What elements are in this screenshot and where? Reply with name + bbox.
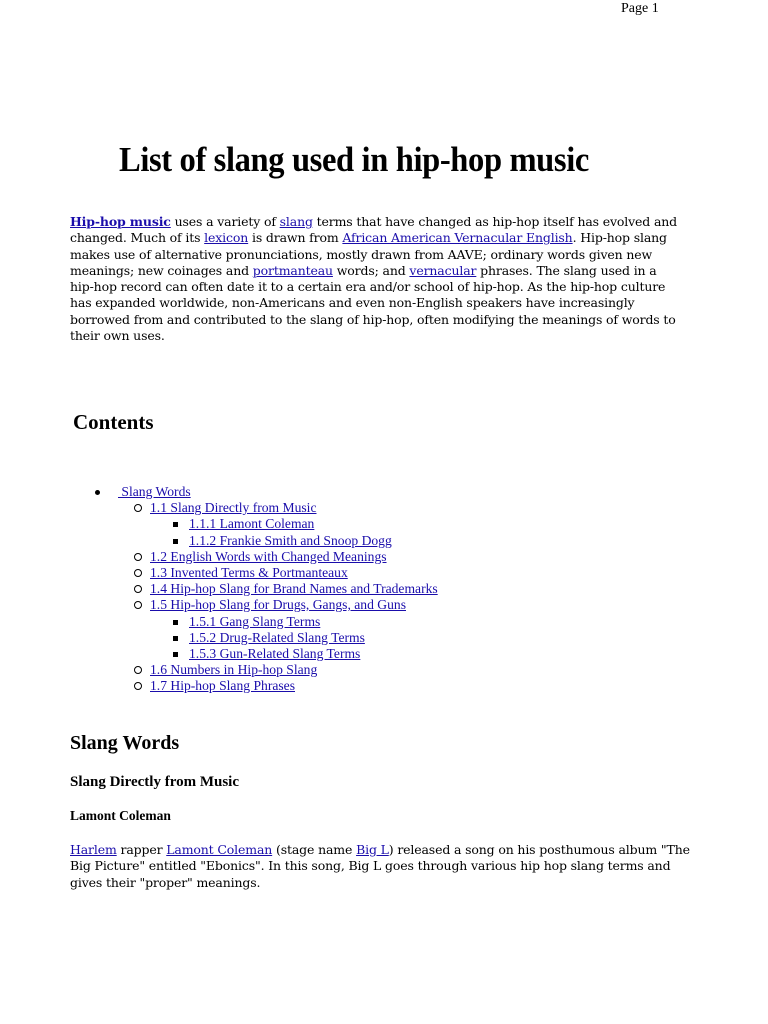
square-bullet-icon (173, 652, 178, 657)
hollow-bullet-icon (134, 569, 142, 577)
toc-item (0, 678, 700, 694)
square-bullet-icon (173, 522, 178, 527)
toc-item (0, 484, 700, 500)
link-aave[interactable]: African American Vernacular English (342, 230, 573, 246)
filled-bullet-icon (95, 490, 100, 495)
lamont-coleman-paragraph (70, 842, 695, 891)
toc-link[interactable]: 1.2 English Words with Changed Meanings (150, 548, 387, 564)
section-heading-slang-words: Slang Words (70, 732, 180, 754)
intro-text-5: words; and (332, 262, 410, 278)
contents-heading: Contents (73, 410, 154, 434)
toc-item (0, 646, 700, 662)
square-bullet-icon (173, 620, 178, 625)
toc-item (0, 516, 700, 532)
toc-link[interactable]: 1.5.1 Gang Slang Terms (189, 613, 321, 629)
hollow-bullet-icon (134, 553, 142, 561)
intro-text-3: is drawn from (248, 230, 343, 246)
toc-link[interactable]: 1.5 Hip-hop Slang for Drugs, Gangs, and Guns (150, 597, 406, 613)
hollow-bullet-icon (134, 666, 142, 674)
para-text-3: ) released a song on his posthumous album "The Big Picture" entitled "Ebonics". In this song, Big L goes through various hip hop slang terms and gives their "proper" meanings. (70, 842, 690, 890)
toc-link[interactable]: 1.6 Numbers in Hip-hop Slang (150, 662, 318, 678)
square-bullet-icon (173, 539, 178, 544)
link-vernacular[interactable]: vernacular (409, 262, 477, 278)
toc-link[interactable]: Slang Words (118, 484, 191, 499)
intro-text-4: . Hip-hop slang makes use of alternative pronunciations, mostly drawn from AAVE; ordinary words given new meanings; new coinages and (70, 230, 667, 278)
link-lamont-coleman[interactable]: Lamont Coleman (166, 842, 273, 857)
toc-link[interactable]: 1.4 Hip-hop Slang for Brand Names and Trademarks (150, 581, 438, 597)
toc-item (0, 630, 700, 646)
toc-item (0, 500, 700, 516)
toc-item (0, 565, 700, 581)
subsubsection-heading-lamont-coleman: Lamont Coleman (70, 808, 171, 823)
toc-link[interactable]: 1.3 Invented Terms & Portmanteaux (150, 564, 348, 580)
link-hip-hop-music[interactable]: Hip-hop music (70, 214, 171, 229)
link-big-l[interactable]: Big L (356, 842, 389, 857)
link-portmanteau[interactable]: portmanteau (252, 262, 333, 278)
link-lexicon[interactable]: lexicon (204, 230, 249, 246)
hollow-bullet-icon (134, 601, 142, 609)
hollow-bullet-icon (134, 682, 142, 690)
toc-item (0, 597, 700, 613)
toc-link[interactable]: 1.1.2 Frankie Smith and Snoop Dogg (189, 532, 392, 548)
intro-text-1: uses a variety of (170, 214, 280, 229)
link-harlem[interactable]: Harlem (70, 842, 117, 857)
para-text-2: (stage name (272, 842, 357, 857)
toc-item (0, 549, 700, 565)
toc-link[interactable]: 1.5.2 Drug-Related Slang Terms (189, 629, 365, 645)
link-slang[interactable]: slang (279, 214, 313, 229)
toc-link[interactable]: 1.7 Hip-hop Slang Phrases (150, 678, 295, 694)
intro-paragraph (70, 214, 680, 344)
square-bullet-icon (173, 636, 178, 641)
toc-item (0, 662, 700, 678)
toc-item (0, 614, 700, 630)
toc-link[interactable]: 1.5.3 Gun-Related Slang Terms (189, 645, 361, 661)
toc-link[interactable]: 1.1 Slang Directly from Music (150, 500, 317, 516)
toc-link[interactable]: 1.1.1 Lamont Coleman (189, 516, 315, 532)
intro-text-6: phrases. The slang used in a hip-hop record can often date it to a certain era and/or school of hip-hop. As the hip-hop culture has expanded worldwide, non-Americans and even non-English speakers have increasingly borrowed from and contributed to the slang of hip-hop, often modifying the meanings of words to their own uses. (70, 262, 676, 344)
table-of-contents (0, 484, 700, 694)
page-number: Page 1 (621, 1, 659, 16)
intro-text-2: terms that have changed as hip-hop itself has evolved and changed. Much of its (70, 214, 678, 246)
toc-item (0, 533, 700, 549)
hollow-bullet-icon (134, 585, 142, 593)
toc-item (0, 581, 700, 597)
page-title: List of slang used in hip-hop music (119, 140, 589, 179)
para-text-1: rapper (116, 842, 167, 857)
subsection-heading-slang-directly-from-music: Slang Directly from Music (70, 774, 240, 790)
hollow-bullet-icon (134, 504, 142, 512)
